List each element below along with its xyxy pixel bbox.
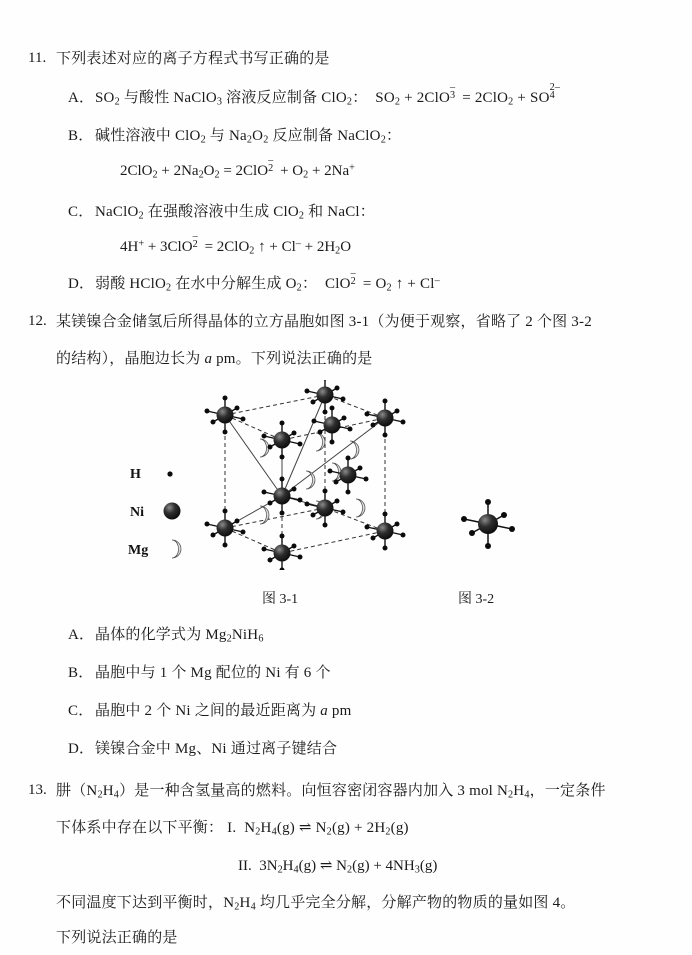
q12-option-b-letter: B．	[68, 665, 94, 681]
q12-option-c-letter: C．	[68, 703, 94, 719]
q12-option-a-text: 晶体的化学式为 $Mg_2NiH_6$	[95, 627, 264, 645]
q11-option-c-equation: 4H+ + 3ClO – 2 = 2ClO$_2$ ↑ + $Cl^- + 2H_2O$	[120, 231, 352, 257]
legend-label-ni: Ni	[130, 505, 144, 520]
q11-option-a-text: $SO_2$ 与酸性 NaClO$_3$ 溶液反应制备 ClO$_2$： $SO_2 + 2ClO$ – 3 = 2ClO$_2$ + SO 2– 4	[95, 82, 561, 108]
ni-atoms	[205, 380, 406, 570]
figure-3-2-nih6	[450, 490, 530, 560]
figure-3-1-caption: 图 3-1	[262, 592, 299, 607]
question-12-stem-line1: 某镁镍合金储氢后所得晶体的立方晶胞如图 3-1（为便于观察，省略了 2 个图 3-2	[56, 314, 592, 330]
legend-label-h: H	[130, 467, 141, 482]
figure-3-1-legend	[128, 462, 198, 562]
q11-option-d-letter: D．	[68, 276, 95, 292]
question-11-stem: 下列表述对应的离子方程式书写正确的是	[56, 51, 330, 67]
q12-option-a-letter: A．	[68, 627, 95, 643]
question-13-number: 13.	[28, 782, 47, 798]
q11-option-a-letter: A．	[68, 90, 95, 106]
question-13-stem-line3: 不同温度下达到平衡时，$N_2H_4$ 均几乎完全分解，分解产物的物质的量如图 4。	[56, 895, 576, 913]
legend-symbol-ni-sphere	[164, 503, 181, 520]
legend-symbol-mg-crescent	[172, 540, 181, 558]
q11-option-c-letter: C．	[68, 204, 94, 220]
q11-option-d-text: 弱酸 HClO$_2$ 在水中分解生成 $O_2$： ClO – 2 = $O_2$ ↑ + Cl–	[95, 268, 440, 294]
question-12-number: 12.	[28, 313, 47, 329]
question-13-stem-line2: 下体系中存在以下平衡： I. $N_2H_4(g)$ ⇌ $N_2(g) + 2H_2(g)$	[56, 820, 409, 838]
q12-option-d-text: 镁镍合金中 Mg、Ni 通过离子键结合	[95, 741, 338, 757]
q12-option-c-text: 晶胞中 2 个 Ni 之间的最近距离为 a pm	[95, 703, 352, 719]
legend-label-mg: Mg	[128, 543, 149, 558]
question-13-equilibrium-2: II. $3N_2H_4(g)$ ⇌ $N_2(g) + 4NH_3(g)$	[238, 858, 438, 876]
q11-option-b-letter: B．	[68, 128, 94, 144]
q12-option-d-letter: D．	[68, 741, 95, 757]
q11-option-b-equation: $2ClO_2 + 2Na_2O_2 = 2ClO$ – 2 + $O_2 + 2Na^+$	[120, 155, 355, 181]
question-13-stem-line4: 下列说法正确的是	[56, 930, 178, 946]
question-13-stem-line1: 肼$(N_2H_4)$是一种含氢量高的燃料。向恒容密闭容器内加入 3 mol $N_2H_4$，一定条件	[56, 783, 606, 801]
figure-3-2-caption: 图 3-2	[458, 592, 495, 607]
q11-option-c-text: NaClO$_2$ 在强酸溶液中生成 ClO$_2$ 和 NaCl：	[95, 204, 375, 222]
q11-option-b-text: 碱性溶液中 ClO$_2$ 与 $Na_2O_2$ 反应制备 NaClO$_2$：	[95, 128, 402, 146]
q12-option-b-text: 晶胞中与 1 个 Mg 配位的 Ni 有 6 个	[95, 665, 331, 681]
legend-symbol-h-dot	[167, 471, 172, 476]
question-11-number: 11.	[28, 50, 47, 66]
question-12-stem-line2: 的结构），晶胞边长为 a pm。下列说法正确的是	[56, 351, 373, 367]
